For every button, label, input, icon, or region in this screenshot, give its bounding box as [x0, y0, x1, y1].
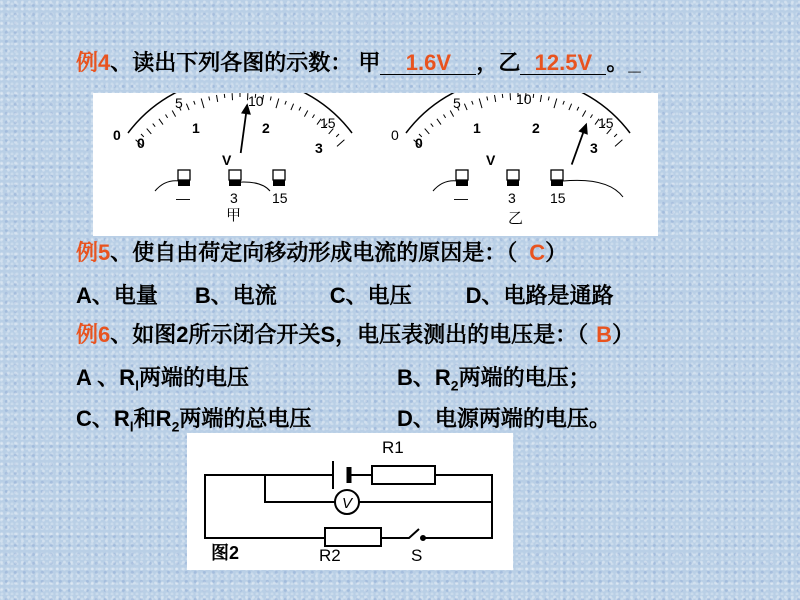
figure-caption: 图2 [211, 543, 240, 563]
scale-tick [291, 104, 294, 110]
scale-tick [285, 101, 286, 105]
scale-tick [166, 115, 168, 118]
scale-tick [336, 134, 339, 137]
q6-option-a [76, 365, 249, 394]
scale-tick [186, 104, 189, 110]
unit-label-b: V [486, 152, 496, 168]
scale-tick [614, 134, 617, 137]
q6-option-a-pre: A 、R [76, 365, 136, 390]
q6-label: 例6 [76, 322, 111, 347]
switch-contact [421, 536, 425, 540]
voltmeter-a [113, 93, 352, 224]
scale-top-15-b: 15 [598, 115, 614, 131]
scale-tick [201, 99, 204, 109]
scale-tick [209, 97, 210, 101]
terminal-neg-a [178, 170, 190, 186]
q4-answer-2: 12.5V [534, 50, 593, 75]
circuit-diagram [187, 433, 513, 570]
q6-option-c [76, 406, 312, 435]
q5-label: 例5 [76, 240, 111, 265]
figure-label-a: 甲 [226, 207, 242, 224]
scale-tick [563, 101, 564, 105]
scale-tick [479, 99, 482, 109]
wire-meter-left [265, 475, 335, 502]
switch-label: S [411, 546, 423, 565]
terminal-label-neg-a: — [176, 190, 190, 206]
q6-option-c-post: 两端的总电压 [179, 406, 312, 431]
q5-answer: C [529, 240, 546, 265]
q6-option-b-sub: 2 [450, 377, 459, 394]
scale-top-0-b: 0 [391, 127, 399, 143]
scale-bottom-1-a: 1 [192, 120, 200, 136]
q5-options [76, 281, 614, 311]
scale-tick [159, 119, 163, 125]
q6-option-b [397, 363, 591, 400]
q6-answer: B [596, 322, 613, 347]
scale-arc-a [128, 93, 352, 133]
scale-tick [217, 95, 218, 102]
r2-label: R2 [319, 546, 341, 565]
question-5 [76, 238, 567, 268]
scale-bottom-2-a: 2 [262, 120, 270, 136]
q6-text: 、如图2所示闭合开关S，电压表测出的电压是：（ [110, 322, 589, 347]
scale-tick [533, 94, 534, 98]
scale-tick [540, 95, 541, 102]
scale-tick [224, 94, 225, 98]
scale-tick [472, 101, 473, 105]
switch-blade [381, 529, 419, 538]
circuit-figure [187, 433, 513, 570]
scale-tick [548, 97, 549, 101]
q6-options-row-1 [76, 363, 591, 400]
resistor-r2 [325, 528, 381, 546]
q5-option-c: C、电压 [329, 283, 412, 308]
voltmeter-diagram [93, 93, 658, 236]
scale-top-10-a: 10 [248, 93, 264, 109]
q5-close: ） [545, 240, 568, 265]
terminal-label-neg-b: — [454, 190, 468, 206]
terminal-label-3-a: 3 [230, 190, 238, 206]
scale-tick [153, 124, 156, 127]
voltmeter-label: V [341, 495, 353, 512]
scale-tick [582, 111, 585, 117]
scale-tick [299, 107, 301, 111]
scale-tick [590, 115, 592, 118]
terminal-15-b [551, 170, 563, 186]
scale-top-5-b: 5 [453, 95, 461, 111]
scale-bottom-3-a: 3 [315, 140, 323, 156]
scale-tick [270, 97, 271, 101]
q6-option-c-mid: 和R [133, 406, 172, 431]
scale-tick [147, 129, 152, 134]
q6-option-a-post: 两端的电压 [138, 365, 249, 390]
scale-bottom-0-a: 0 [137, 135, 145, 151]
scale-tick [502, 94, 503, 98]
q6-close: ） [612, 322, 635, 347]
terminal-15-a [273, 170, 285, 186]
scale-tick [194, 101, 195, 105]
terminal-neg-b [456, 170, 468, 186]
resistor-r1 [372, 466, 435, 484]
scale-tick [569, 104, 572, 110]
q6-option-c-pre: C、R [76, 406, 130, 431]
scale-top-0-a: 0 [113, 127, 121, 143]
scale-ticks-a [136, 93, 345, 146]
wire-outer-left [205, 475, 333, 538]
scale-tick [312, 115, 314, 118]
q5-text: 、使自由荷定向移动形成电流的原因是：（ [110, 240, 518, 265]
scale-tick [304, 111, 307, 117]
unit-label-a: V [222, 152, 232, 168]
question-4 [76, 48, 641, 78]
q4-separator: ，乙 [476, 50, 521, 75]
r1-label: R1 [382, 438, 404, 457]
q4-answer-1: 1.6V [405, 50, 451, 75]
scale-tick [554, 99, 557, 109]
q4-end: 。_ [606, 50, 641, 75]
terminal-3-b [507, 170, 519, 186]
scale-tick [431, 124, 434, 127]
q5-option-d: D、电路是通路 [465, 283, 614, 308]
q6-option-b-post: 两端的电压； [458, 365, 591, 390]
scale-top-10-b: 10 [516, 93, 532, 107]
scale-bottom-2-b: 2 [532, 120, 540, 136]
scale-tick [172, 111, 175, 117]
scale-tick [337, 140, 344, 147]
q6-option-b-pre: B、R [397, 365, 451, 390]
q4-label: 例4 [76, 50, 111, 75]
scale-top-15-a: 15 [320, 115, 336, 131]
terminal-3-a [229, 170, 241, 186]
q6-option-c-sub1: l [129, 418, 134, 435]
q4-blank-2 [520, 52, 606, 75]
needle-head-b [578, 123, 587, 135]
scale-tick [444, 115, 446, 118]
scale-tick [577, 107, 579, 111]
scale-tick [450, 111, 453, 117]
q6-option-a-sub: l [135, 377, 139, 394]
q4-text: 、读出下列各图的示数： 甲 [110, 50, 381, 75]
q6-option-d: D、电源两端的电压。 [397, 406, 611, 431]
q5-option-a: A、电量 [76, 283, 158, 308]
scale-bottom-0-b: 0 [415, 135, 423, 151]
scale-tick [425, 129, 430, 134]
figure-label-b: 乙 [508, 210, 524, 227]
terminal-label-15-a: 15 [272, 190, 288, 206]
q5-option-b: B、电流 [194, 283, 277, 308]
scale-bottom-1-b: 1 [473, 120, 481, 136]
terminal-label-15-b: 15 [550, 190, 566, 206]
scale-tick [276, 99, 279, 109]
voltmeter-figure [93, 93, 658, 236]
scale-tick [437, 119, 441, 125]
q4-blank-1 [380, 52, 476, 75]
scale-bottom-3-b: 3 [590, 140, 598, 156]
scale-tick [487, 97, 488, 101]
q6-option-c-sub2: 2 [171, 418, 180, 435]
scale-tick [464, 104, 467, 110]
scale-tick [495, 95, 496, 102]
scale-top-5-a: 5 [175, 95, 183, 111]
scale-tick [615, 140, 622, 147]
terminal-label-3-b: 3 [508, 190, 516, 206]
voltmeter-b [391, 93, 630, 227]
wire-right-b [563, 180, 623, 197]
question-6 [76, 320, 634, 350]
